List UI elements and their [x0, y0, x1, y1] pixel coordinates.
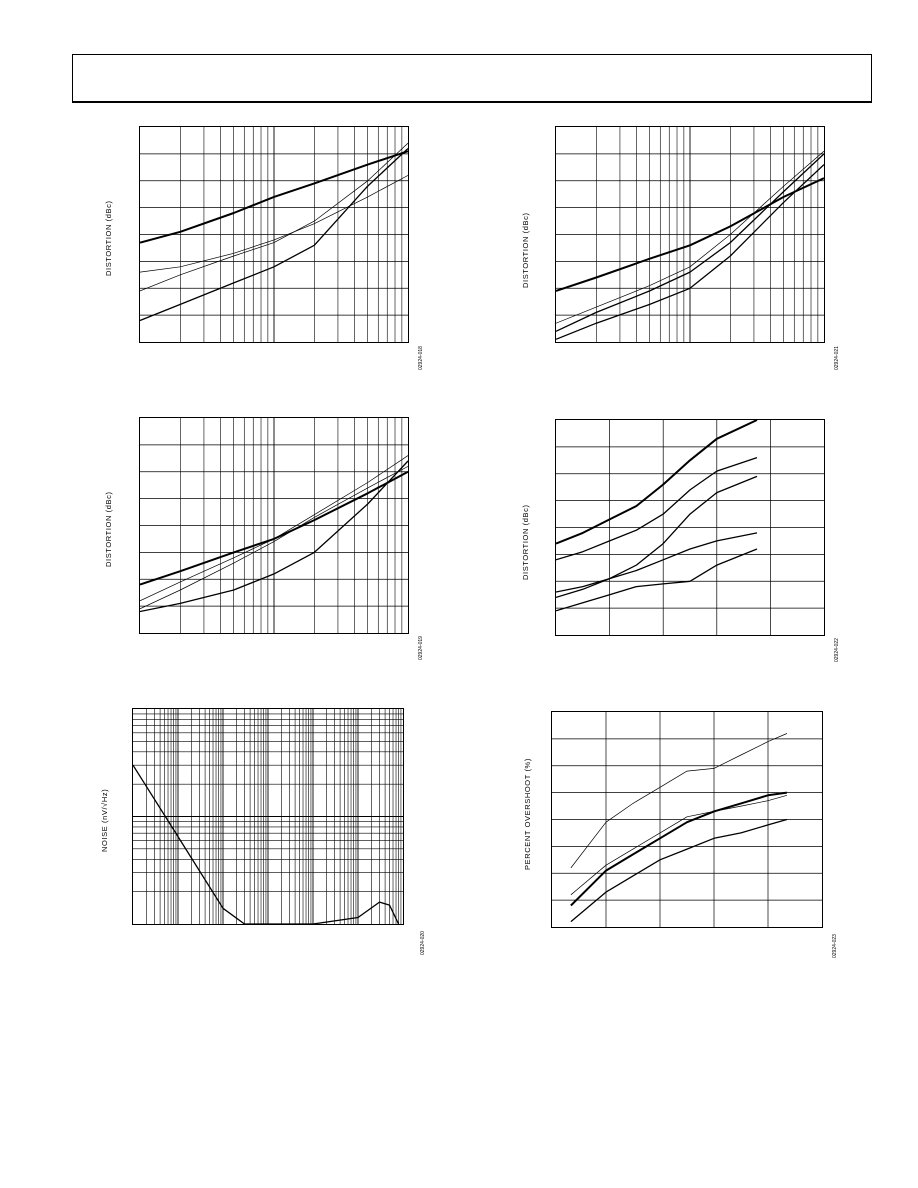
chart-019-y-axis-label: DISTORTION (dBc) [104, 491, 113, 567]
chart-019-plot-area [139, 417, 409, 634]
chart-020-figure-code: 02924-020 [420, 931, 426, 955]
chart-023-figure-code: 02924-023 [832, 934, 838, 958]
page-header-box [72, 54, 872, 103]
series-line-3 [556, 533, 757, 592]
series-line-1 [571, 793, 787, 906]
chart-svg [140, 418, 408, 633]
chart-018-figure-code: 02924-018 [418, 346, 424, 370]
chart-021-figure-code: 02924-021 [834, 346, 840, 370]
series-line-1 [556, 458, 757, 560]
chart-022-figure-code: 02924-022 [834, 638, 840, 662]
chart-svg [556, 127, 824, 342]
chart-svg [140, 127, 408, 342]
series-line-4 [556, 549, 757, 611]
chart-023-plot-area [551, 711, 823, 928]
series-line-3 [571, 820, 787, 922]
chart-022-y-axis-label: DISTORTION (dBc) [521, 504, 530, 580]
chart-021-y-axis-label: DISTORTION (dBc) [521, 212, 530, 288]
series-line-0 [556, 420, 757, 544]
series-line-2 [556, 476, 757, 597]
chart-018-plot-area [139, 126, 409, 343]
chart-svg [133, 709, 403, 924]
chart-021-plot-area [555, 126, 825, 343]
chart-018-y-axis-label: DISTORTION (dBc) [104, 200, 113, 276]
chart-020-plot-area [132, 708, 404, 925]
chart-svg [552, 712, 822, 927]
chart-022-plot-area [555, 419, 825, 636]
chart-svg [556, 420, 824, 635]
series-line-0 [571, 734, 787, 868]
chart-019-figure-code: 02924-019 [418, 636, 424, 660]
chart-020-y-axis-label: NOISE (nV/√Hz) [100, 788, 109, 852]
series-line-2 [571, 795, 787, 895]
chart-023-y-axis-label: PERCENT OVERSHOOT (%) [523, 758, 532, 870]
